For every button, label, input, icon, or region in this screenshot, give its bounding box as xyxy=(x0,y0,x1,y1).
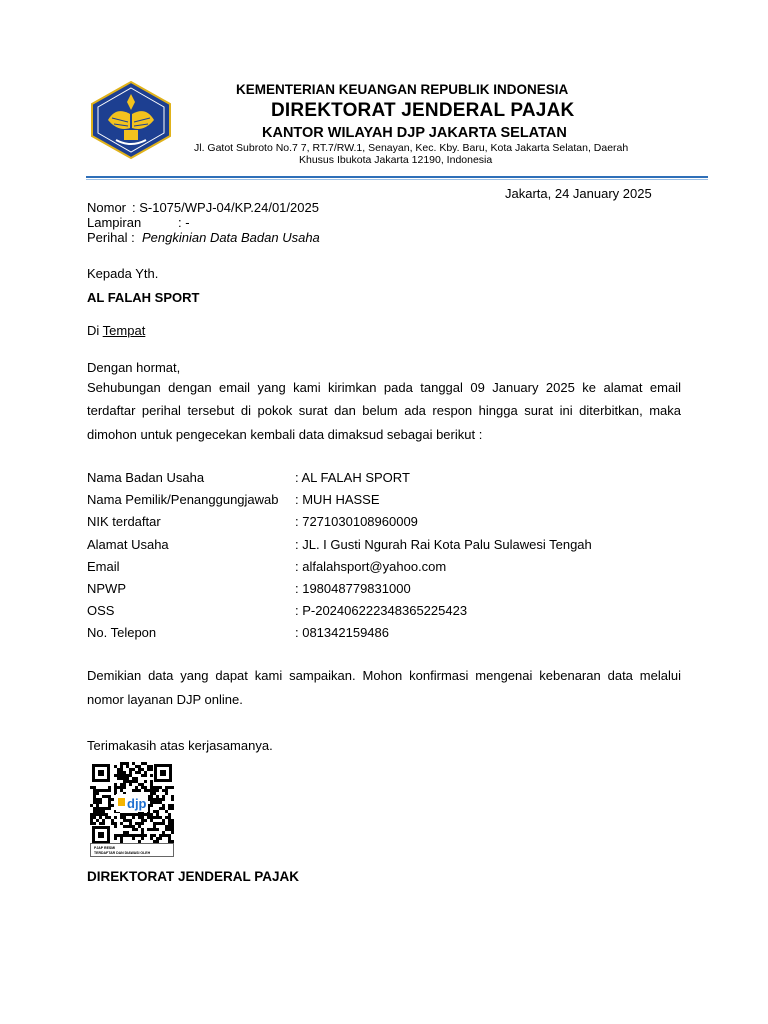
directorate-heading: DIREKTORAT JENDERAL PAJAK xyxy=(271,100,575,121)
lampiran-label: Lampiran xyxy=(87,215,142,230)
salutation: Dengan hormat, xyxy=(87,360,181,375)
field-value-nama-badan: : AL FALAH SPORT xyxy=(295,470,410,485)
paragraph-closing-last-line: nomor layanan DJP online. xyxy=(87,692,243,707)
badge-line2: TERDAFTAR DAN DIAWASI OLEH xyxy=(94,851,151,855)
paragraph-closing: Demikian data yang dapat kami sampaikan. Mohon konfirmasi mengenai kebenaran data melalui xyxy=(87,668,681,683)
field-label-pemilik: Nama Pemilik/Penanggungjawab xyxy=(87,492,279,507)
recipient-greeting: Kepada Yth. xyxy=(87,266,159,281)
office-address-line1: Jl. Gatot Subroto No.7 7, RT.7/RW.1, Senayan, Kec. Kby. Baru, Kota Jakarta Selatan, Daerah xyxy=(194,142,629,154)
field-value-nik: : 7271030108960009 xyxy=(295,514,418,529)
recipient-name: AL FALAH SPORT xyxy=(87,290,200,305)
letter-date: Jakarta, 24 January 2025 xyxy=(505,186,652,201)
perihal-value: Pengkinian Data Badan Usaha xyxy=(142,230,320,245)
office-heading: KANTOR WILAYAH DJP JAKARTA SELATAN xyxy=(262,125,567,141)
field-value-alamat: : JL. I Gusti Ngurah Rai Kota Palu Sulawesi Tengah xyxy=(295,537,592,552)
perihal-label: Perihal : xyxy=(87,230,135,245)
field-value-pemilik: : MUH HASSE xyxy=(295,492,380,507)
field-label-alamat: Alamat Usaha xyxy=(87,537,169,552)
letterhead-divider xyxy=(86,176,708,178)
kemenkeu-emblem-icon xyxy=(86,80,176,160)
djp-logo-text: djp xyxy=(127,796,147,811)
letterhead-divider-shadow xyxy=(86,179,708,180)
lampiran-value: : - xyxy=(178,215,190,230)
field-label-email: Email xyxy=(87,559,120,574)
tempat-label: Tempat xyxy=(102,323,146,338)
field-label-telepon: No. Telepon xyxy=(87,625,157,640)
field-label-nik: NIK terdaftar xyxy=(87,514,161,529)
thanks-line: Terimakasih atas kerjasamanya. xyxy=(87,738,273,753)
recipient-location xyxy=(87,323,145,339)
paragraph-intro: Sehubungan dengan email yang kami kirimkan pada tanggal 09 January 2025 ke alamat email terdaftar perihal tersebut di pokok surat dan belum ada respon hingga surat ini diterbitkan, maka xyxy=(87,380,681,418)
pjap-badge xyxy=(90,843,174,857)
signer-name: DIREKTORAT JENDERAL PAJAK xyxy=(87,869,300,884)
qr-code-icon xyxy=(90,762,174,846)
field-label-oss: OSS xyxy=(87,603,115,618)
badge-line1: PJAP RESMI xyxy=(94,846,116,850)
paragraph-intro-last-line: dimohon untuk pengecekan kembali data dimaksud sebagai berikut : xyxy=(87,427,483,442)
field-value-npwp: : 198048779831000 xyxy=(295,581,411,596)
field-value-oss: : P-202406222348365225423 xyxy=(295,603,468,618)
field-value-telepon: : 081342159486 xyxy=(295,625,389,640)
nomor-label: Nomor xyxy=(87,200,127,215)
field-label-npwp: NPWP xyxy=(87,581,126,596)
nomor-value: : S-1075/WPJ-04/KP.24/01/2025 xyxy=(132,200,319,215)
field-label-nama-badan: Nama Badan Usaha xyxy=(87,470,205,485)
field-value-email: : alfalahsport@yahoo.com xyxy=(295,559,447,574)
ministry-heading: KEMENTERIAN KEUANGAN REPUBLIK INDONESIA xyxy=(236,82,569,97)
di-label: Di xyxy=(87,323,100,338)
office-address-line2: Khusus Ibukota Jakarta 12190, Indonesia xyxy=(299,154,493,166)
